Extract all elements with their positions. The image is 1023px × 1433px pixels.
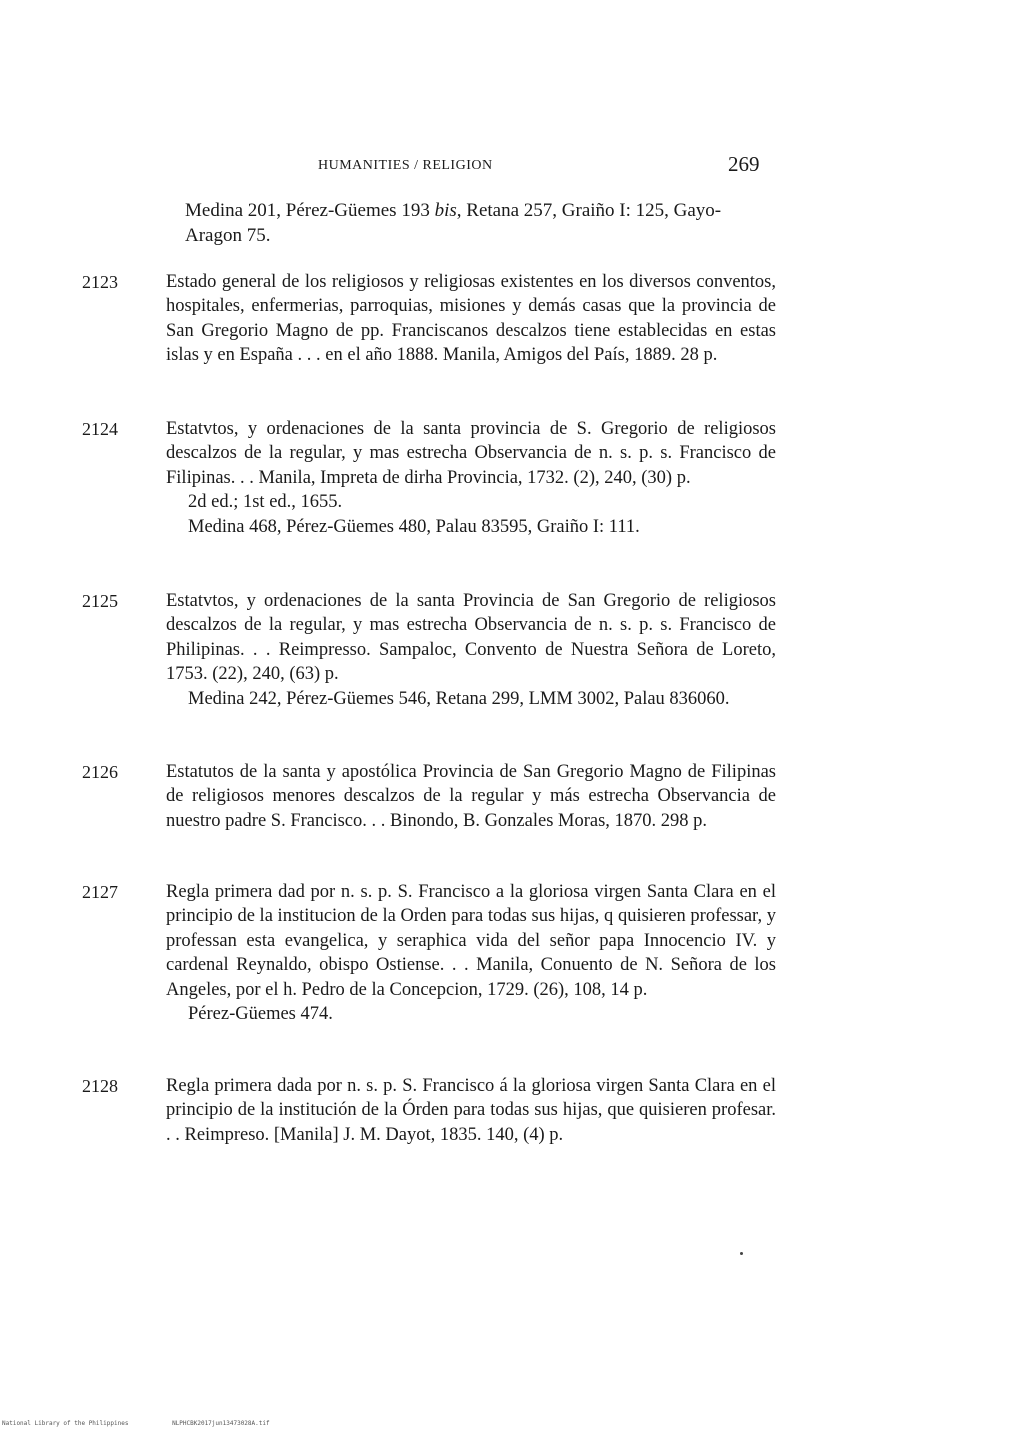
- entry-references: Pérez-Güemes 474.: [188, 1004, 333, 1025]
- entry-description: Regla primera dad por n. s. p. S. Francisco a la gloriosa virgen Santa Clara en el principio de la institucion de la Orden para todas sus hijas, q quisieren professar, y professan esta evangelica, y seraphica vida del señor papa Innocencio IV. y cardenal Reynaldo, obispo Ostiense. . . Manila, Conuento de N. Señora de los Angeles, por el h. Pedro de la Concepcion, 1729. (26), 108, 14 p.: [166, 882, 776, 1000]
- entry-block: [166, 589, 776, 711]
- entry-references: Medina 242, Pérez-Güemes 546, Retana 299, LMM 3002, Palau 836060.: [188, 688, 730, 709]
- entry-number: 2126: [82, 762, 118, 782]
- entry-description: Estatutos de la santa y apostólica Provincia de San Gregorio Magno de Filipinas de religiosos menores descalzos de la regular y más estrecha Observancia de nuestro padre S. Francisco. . . Binondo, B. Gonzales Moras, 1870. 298 p.: [166, 762, 776, 831]
- continued-citation-text: Medina 201, Pérez-Güemes 193: [185, 200, 435, 221]
- entry-description: Regla primera dada por n. s. p. S. Francisco á la gloriosa virgen Santa Clara en el principio de la institución de la Órden para todas sus hijas, que quisieren profesar. . . Reimpreso. [Manila] J. M. Dayot, 1835. 140, (4) p.: [166, 1076, 776, 1145]
- footer-file-id: NLPHCBK2017jun13473028A.tif: [172, 1420, 270, 1427]
- entry-number: 2124: [82, 419, 118, 439]
- scan-footer: [2, 1420, 310, 1427]
- page-number: 269: [728, 152, 760, 176]
- scan-speck: [740, 1252, 743, 1255]
- entry-block: [166, 880, 776, 1026]
- entry-references: Medina 468, Pérez-Güemes 480, Palau 83595, Graiño I: 111.: [188, 516, 640, 537]
- entry-edition-note: 2d ed.; 1st ed., 1655.: [188, 492, 343, 513]
- continued-citation: [185, 198, 775, 248]
- entry-number: 2123: [82, 272, 118, 292]
- entry-number: 2125: [82, 591, 118, 611]
- page-header: [0, 152, 1023, 182]
- running-head: HUMANITIES / RELIGION: [318, 158, 493, 173]
- entry-number: 2127: [82, 882, 118, 902]
- entry-description: Estado general de los religiosos y religiosas existentes en los diversos conventos, hospitales, enfermerias, parroquias, misiones y demás casas que la provincia de San Gregorio Magno de pp. Franciscanos descalzos tiene establecidas en estas islas y en España . . . en el año 1888. Manila, Amigos del País, 1889. 28 p.: [166, 272, 776, 366]
- entry-description: Estatvtos, y ordenaciones de la santa Provincia de San Gregorio de religiosos descalzos de la regular, y mas estrecha Observancia de n. s. p. s. Francisco de Philipinas. . . Reimpresso. Sampaloc, Convento de Nuestra Señora de Loreto, 1753. (22), 240, (63) p.: [166, 591, 776, 685]
- continued-citation-text-end: , Retana 257, Graiño I: 125, Gayo-Aragon 75.: [185, 200, 722, 246]
- entry-block: [166, 417, 776, 539]
- entry-description: Estatvtos, y ordenaciones de la santa provincia de S. Gregorio de religiosos descalzos de la regular, y mas estrecha Observancia de n. s. p. s. Francisco de Filipinas. . . Manila, Impreta de dirha Provincia, 1732. (2), 240, (30) p.: [166, 419, 776, 488]
- continued-citation-italic: bis: [434, 200, 457, 221]
- footer-library: National Library of the Philippines: [2, 1420, 129, 1427]
- entry-number: 2128: [82, 1076, 118, 1096]
